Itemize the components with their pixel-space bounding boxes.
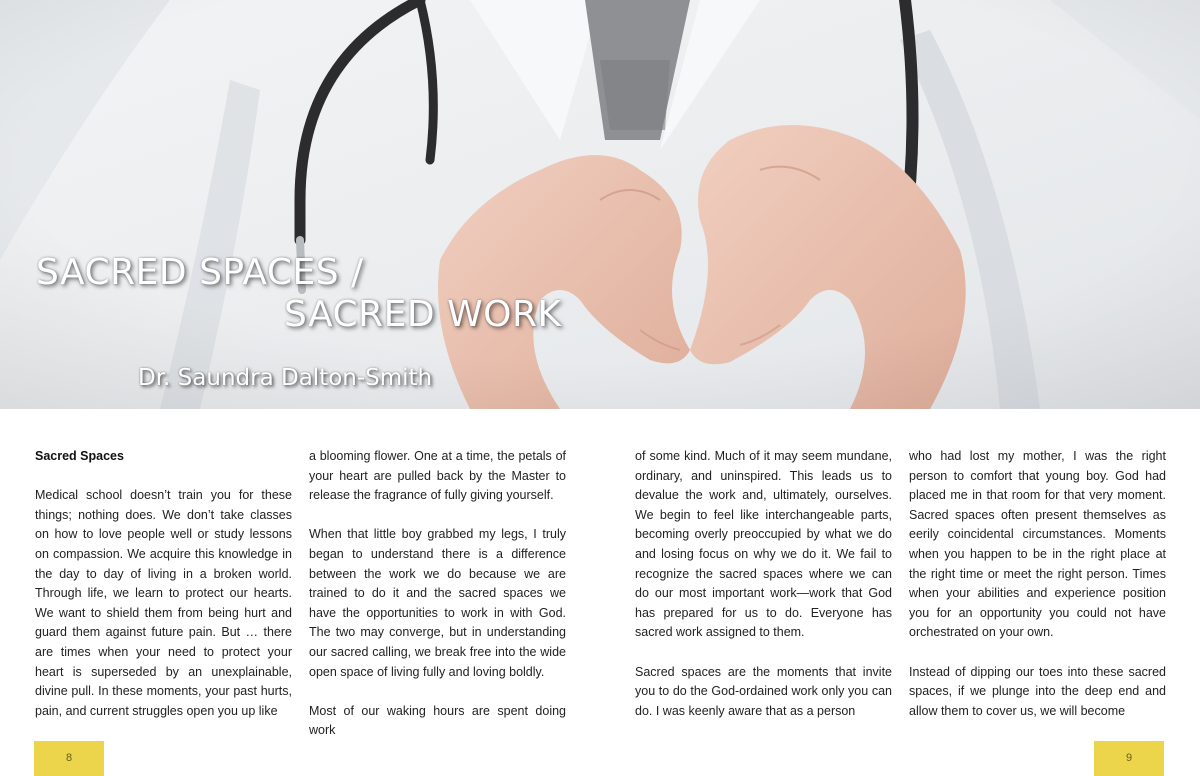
paragraph: Medical school doesn’t train you for these things; nothing does. We don’t take classes on how to love people well or study lessons on compassion. We acquire this knowledge in the day to day of living in a broken world. Through life, we learn to protect our hearts. We want to shield them from being hurt and guard them against future pain. But … there are times when your need to protect your heart is superseded by an unexplainable, divine pull. In these moments, your past hurts, pain, and current struggles open you up like: [35, 488, 292, 718]
paragraph: Sacred spaces are the moments that invite you to do the God-ordained work only you can do. I was keenly aware that as a person: [635, 664, 892, 718]
page-number-right: 9: [1094, 741, 1164, 776]
section-subheading: Sacred Spaces: [35, 449, 124, 463]
text-column-3: [635, 447, 892, 721]
text-column-4: [909, 447, 1166, 721]
article-title-line-2: SACRED WORK: [284, 294, 562, 335]
text-column-1: [35, 447, 292, 721]
page-number-left: 8: [34, 741, 104, 776]
article-title-line-1: SACRED SPACES /: [36, 252, 364, 293]
text-column-2: [309, 447, 566, 741]
paragraph: When that little boy grabbed my legs, I truly began to understand there is a difference between the work we do because we are trained to do it and the sacred spaces we have the opportunities to work in with God. The two may converge, but in understanding our sacred calling, we break free into the wide open space of living fully and loving boldly.: [309, 527, 566, 679]
paragraph: of some kind. Much of it may seem mundane, ordinary, and uninspired. This leads us to devalue the work and, ultimately, ourselves. We begin to feel like interchangeable parts, becoming overly preoccupied by what we do and losing focus on why we do it. We fail to recognize the sacred spaces where we can do our most important work—work that God has prepared for us to do. Everyone has sacred work assigned to them.: [635, 449, 892, 640]
paragraph: a blooming flower. One at a time, the petals of your heart are pulled back by the Master to release the fragrance of fully giving yourself.: [309, 449, 566, 503]
paragraph: Most of our waking hours are spent doing work: [309, 703, 566, 738]
author-byline: Dr. Saundra Dalton-Smith: [138, 365, 433, 391]
paragraph: who had lost my mother, I was the right person to comfort that young boy. God had placed me in that room for that very moment. Sacred spaces often present themselves as eerily coincidental circumstances. Moments when you happen to be in the right place at the right time or meet the right person. Times when your abilities and experience position you for an opportunity you could not have orchestrated on your own.: [909, 449, 1166, 640]
paragraph: Instead of dipping our toes into these sacred spaces, if we plunge into the deep end and allow them to cover us, we will become: [909, 664, 1166, 718]
